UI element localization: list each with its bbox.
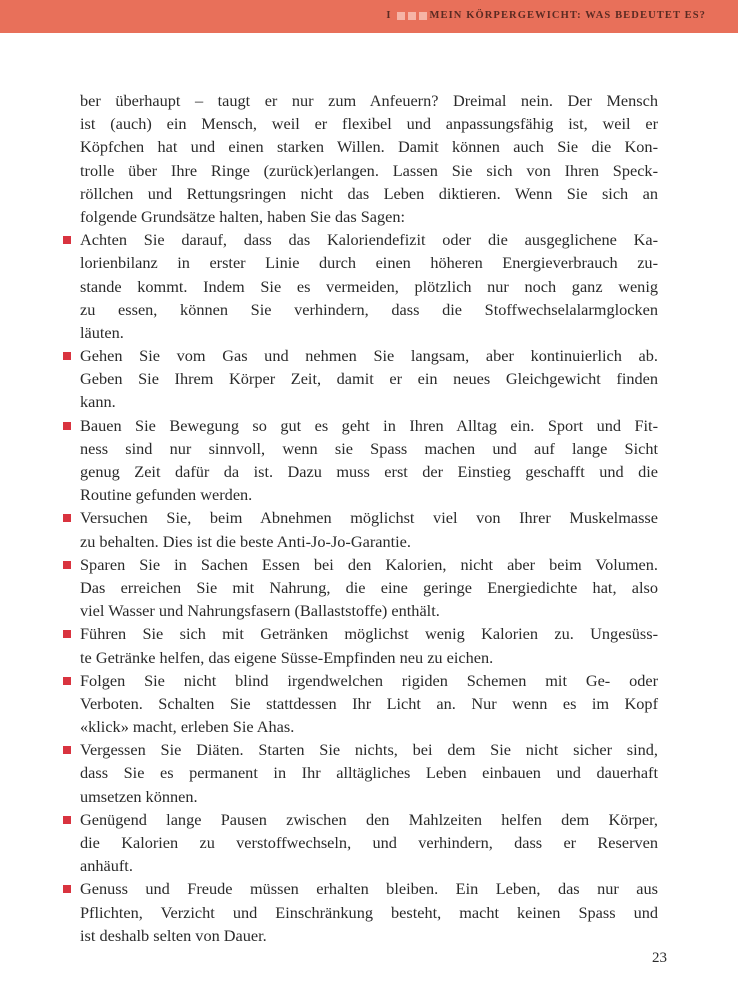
text-line: Gehen Sie vom Gas und nehmen Sie langsam, aber kontinuierlich ab. (80, 346, 658, 366)
red-square-bullet-icon (63, 236, 71, 244)
text-line: Genuss und Freude müssen erhalten bleiben. Ein Leben, das nur aus (80, 879, 658, 899)
text-line: Sparen Sie in Sachen Essen bei den Kalorien, nicht aber beim Volumen. (80, 554, 658, 574)
text-line: viel Wasser und Nahrungsfasern (Ballaststoffe) enthält. (80, 601, 440, 621)
text-line: Pflichten, Verzicht und Einschränkung besteht, macht keinen Spass und (80, 902, 658, 922)
text-line: anhäuft. (80, 856, 133, 876)
text-line: genug Zeit dafür da ist. Dazu muss erst der Einstieg geschafft und die (80, 462, 658, 481)
text-line: Genügend lange Pausen zwischen den Mahlzeiten helfen dem Körper, (80, 809, 658, 829)
text-line: Achten Sie darauf, dass das Kaloriendefizit oder die ausgeglichene Ka- (80, 230, 658, 250)
text-line: umsetzen können. (80, 786, 198, 806)
text-line: läuten. (80, 322, 124, 342)
red-square-bullet-icon (63, 422, 71, 430)
list-item (80, 622, 658, 668)
page-body (80, 89, 658, 947)
text-line: folgende Grundsätze halten, haben Sie das Sagen: (80, 206, 406, 226)
red-square-bullet-icon (63, 561, 71, 569)
guidelines-list (80, 228, 658, 947)
running-header (0, 0, 738, 33)
text-line: ist (auch) ein Mensch, weil er flexibel und anpassungsfähig ist, weil er (80, 114, 658, 134)
text-line: Das erreichen Sie mit Nahrung, die eine geringe Energiedichte hat, also (80, 577, 658, 597)
chapter-title: MEIN KÖRPERGEWICHT: WAS BEDEUTET ES? (429, 10, 706, 21)
text-line: Folgen Sie nicht blind irgendwelchen rigiden Schemen mit Ge- oder (80, 670, 658, 690)
text-line: zu essen, können Sie verhindern, dass die Stoffwechselalarmglocken (80, 299, 658, 319)
red-square-bullet-icon (63, 746, 71, 754)
text-line: trolle über Ihre Ringe (zurück)erlangen. Lassen Sie sich von Ihren Speck- (80, 160, 658, 180)
list-item (80, 877, 658, 947)
running-header-content (386, 10, 706, 21)
text-line: dass Sie es permanent in Ihr alltägliches Leben einbauen und dauerhaft (80, 763, 658, 783)
text-line: Köpfchen hat und einen starken Willen. Damit können auch Sie die Kon- (80, 137, 658, 157)
text-line: ness sind nur sinnvoll, wenn sie Spass machen und auf lange Sicht (80, 438, 658, 458)
intro-paragraph (80, 89, 658, 228)
text-line: ber überhaupt – taugt er nur zum Anfeuern? Dreimal nein. Der Mensch (80, 91, 658, 110)
list-item (80, 669, 658, 739)
list-item (80, 414, 658, 507)
text-line: Vergessen Sie Diäten. Starten Sie nichts, bei dem Sie nicht sicher sind, (80, 740, 658, 760)
text-line: te Getränke helfen, das eigene Süsse-Empfinden neu zu eichen. (80, 647, 494, 667)
list-item (80, 738, 658, 808)
square-ornament-icon (397, 12, 405, 20)
text-line: Führen Sie sich mit Getränken möglichst wenig Kalorien zu. Ungesüss- (80, 624, 658, 644)
text-line: «klick» macht, erleben Sie Ahas. (80, 717, 295, 737)
square-ornament-icon (419, 12, 427, 20)
chapter-number: I (386, 10, 392, 21)
red-square-bullet-icon (63, 885, 71, 893)
square-ornament-icon (408, 12, 416, 20)
text-line: ist deshalb selten von Dauer. (80, 925, 267, 945)
red-square-bullet-icon (63, 352, 71, 360)
list-item (80, 344, 658, 414)
red-square-bullet-icon (63, 514, 71, 522)
text-line: Versuchen Sie, beim Abnehmen möglichst viel von Ihrer Muskelmasse (80, 508, 658, 528)
text-line: die Kalorien zu verstoffwechseln, und verhindern, dass er Reserven (80, 833, 658, 852)
text-line: lorienbilanz in erster Linie durch einen höheren Energieverbrauch zu- (80, 253, 658, 273)
list-item (80, 808, 658, 878)
red-square-bullet-icon (63, 816, 71, 824)
text-line: Bauen Sie Bewegung so gut es geht in Ihren Alltag ein. Sport und Fit- (80, 415, 658, 435)
text-line: stande kommt. Indem Sie es vermeiden, plötzlich nur noch ganz wenig (80, 276, 658, 296)
text-line: Geben Sie Ihrem Körper Zeit, damit er ein neues Gleichgewicht finden (80, 369, 658, 389)
red-square-bullet-icon (63, 630, 71, 638)
list-item (80, 553, 658, 623)
red-square-bullet-icon (63, 677, 71, 685)
text-line: zu behalten. Dies ist die beste Anti-Jo-Jo-Garantie. (80, 531, 411, 551)
text-line: kann. (80, 392, 116, 412)
page-number: 23 (652, 950, 667, 966)
text-line: Routine gefunden werden. (80, 485, 253, 505)
text-line: röllchen und Rettungsringen nicht das Leben diktieren. Wenn Sie sich an (80, 183, 658, 203)
list-item (80, 506, 658, 552)
text-line: Verboten. Schalten Sie stattdessen Ihr Licht an. Nur wenn es im Kopf (80, 693, 658, 713)
list-item (80, 228, 658, 344)
